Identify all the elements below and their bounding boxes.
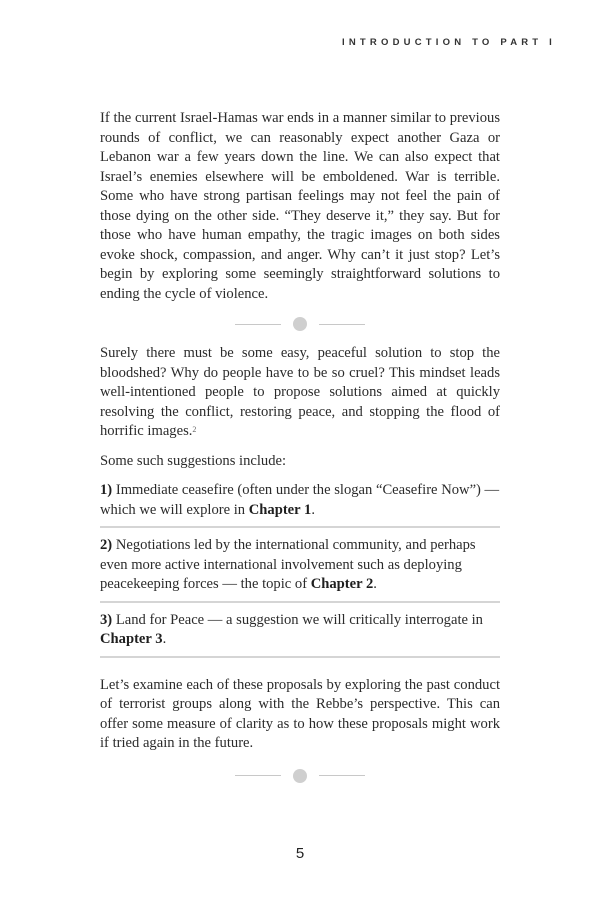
divider-dot-icon (293, 317, 307, 331)
closing-paragraph: Let’s examine each of these proposals by exploring the past conduct of terrorist groups along with the Rebbe’s perspective. This can offer some measure of clarity as to how these proposals might work if tried again in the future. (100, 676, 500, 751)
divider-line-right (319, 324, 365, 325)
suggestion-end: . (311, 501, 315, 518)
paragraph-2 (100, 344, 500, 442)
suggestion-number: 3) (100, 611, 113, 628)
section-divider (100, 316, 500, 332)
suggestion-3 (100, 611, 500, 658)
chapter-ref: Chapter 1 (248, 501, 312, 518)
running-head: INTRODUCTION TO PART I (342, 37, 556, 48)
divider-line-left (235, 775, 281, 776)
footnote-ref[interactable]: 2 (192, 425, 197, 434)
divider-line-left (235, 324, 281, 325)
paragraph-2-text: Surely there must be some easy, peaceful solution to stop the bloodshed? Why do people have to be so cruel? This mindset leads well-intentioned people to propose solutions aimed at quickly resolving the conflict, restoring peace, and stopping the flood of horrific images. (100, 345, 500, 439)
chapter-ref: Chapter 3 (100, 631, 163, 647)
page-number: 5 (295, 845, 305, 862)
paragraph-1: If the current Israel-Hamas war ends in a manner similar to previous rounds of conflict, we can reasonably expect another Gaza or Lebanon war a few years down the line. We can also expect that Israel’s enemies elsewhere will be emboldened. War is terrible. Some who have strong partisan feelings may not feel the pain of those dying on the other side. “They deserve it,” they say. But for those who have human empathy, the tragic images on both sides evoke shock, compassion, and anger. Why can’t it just stop? Let’s begin by exploring some seemingly straightforward solutions to ending the cycle of violence. (100, 110, 500, 302)
suggestion-number: 2) (100, 537, 113, 553)
suggestion-text: Land for Peace — a suggestion we will critically interrogate in (115, 611, 483, 628)
suggestion-2 (100, 536, 500, 603)
intro-line: Some such suggestions include: (100, 452, 287, 469)
suggestion-end: . (373, 576, 377, 592)
end-divider (100, 768, 500, 784)
suggestion-1 (100, 481, 500, 528)
suggestion-end: . (162, 631, 167, 647)
page-body (100, 109, 500, 796)
chapter-ref: Chapter 2 (310, 576, 374, 592)
suggestion-text: Immediate ceasefire (often under the slogan “Ceasefire Now”) — which we will explore in (100, 482, 500, 518)
suggestion-text: Negotiations led by the international community, and perhaps even more active international involvement such as deploying peacekeeping forces — the topic of (100, 537, 476, 592)
divider-dot-icon (293, 769, 307, 783)
suggestion-number: 1) (100, 482, 113, 498)
divider-line-right (319, 775, 365, 776)
